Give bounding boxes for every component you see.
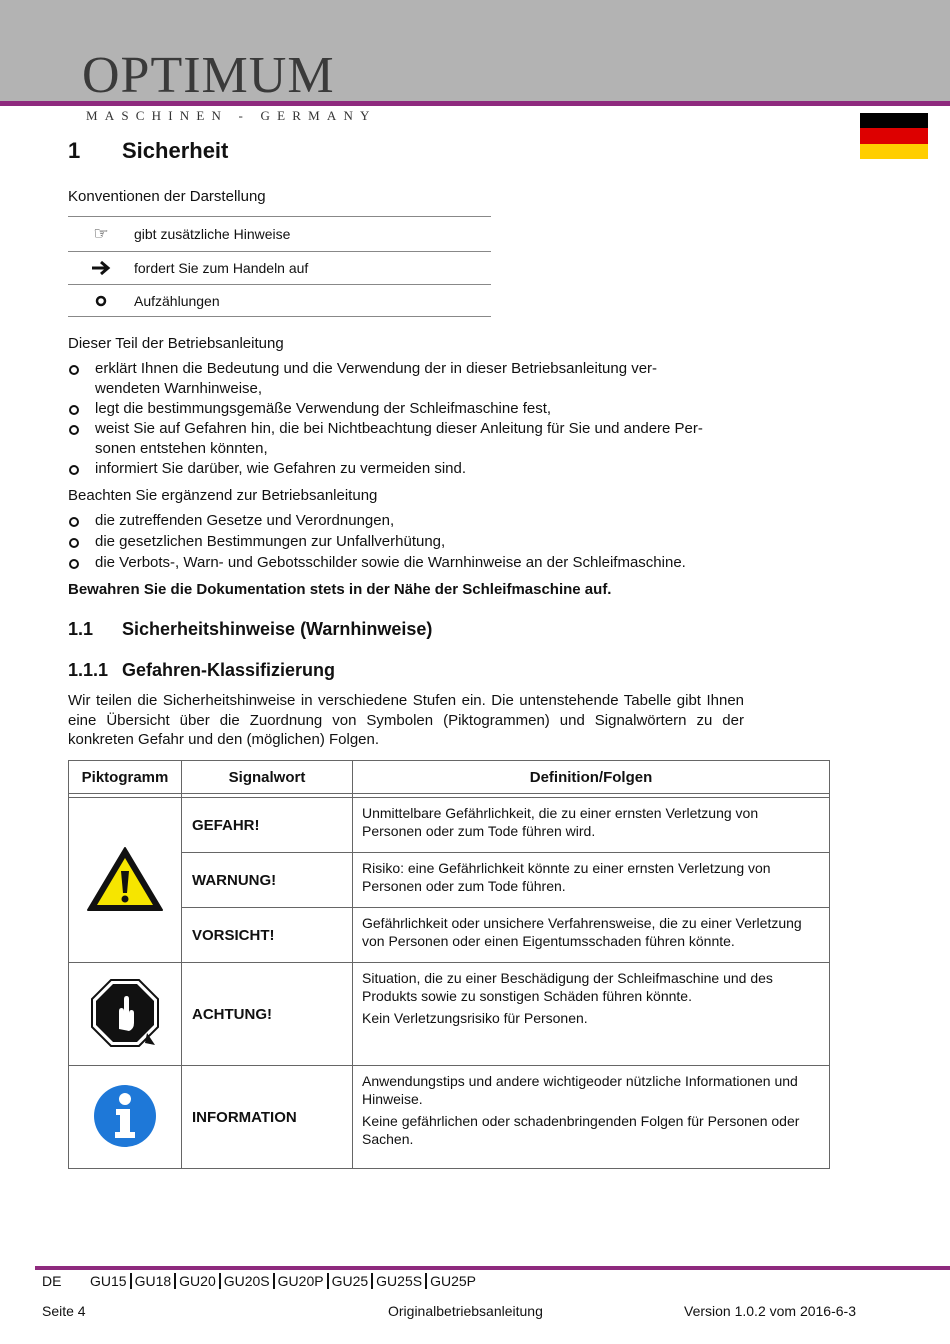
- model-label: GU15: [90, 1273, 127, 1289]
- conventions-row: ☞ gibt zusätzliche Hinweise: [68, 217, 491, 252]
- model-label: GU18: [130, 1273, 175, 1289]
- arrow-right-icon: [68, 260, 134, 276]
- document-type: Originalbetriebsanleitung: [388, 1303, 543, 1319]
- page-number: Seite 4: [42, 1303, 86, 1319]
- definition-cell: Risiko: eine Gefährlichkeit könnte zu einer ernsten Verletzung von Personen oder zum Tode führen.: [353, 853, 830, 908]
- list-item: die Verbots-, Warn- und Gebotsschilder sowie die Warnhinweise an der Schleifmaschine.: [68, 553, 758, 573]
- german-flag-icon: [860, 113, 928, 159]
- bullet-icon: [69, 538, 79, 548]
- bullet-icon: [68, 295, 134, 307]
- footer-language: DE: [42, 1273, 62, 1289]
- conventions-table: [68, 216, 491, 317]
- column-header: Piktogramm: [69, 761, 182, 794]
- pictogram-cell: [69, 798, 182, 963]
- definition-cell: Unmittelbare Gefährlichkeit, die zu einer ernsten Verletzung von Personen oder zum Tode führen wird.: [353, 798, 830, 853]
- section-title: 1 Sicherheit: [68, 138, 229, 163]
- definition-cell: Anwendungstips und andere wichtigeoder nützliche Informationen und Hinweise. Keine gefährlichen oder schadenbringenden Folgen für Personen oder Sachen.: [353, 1066, 830, 1169]
- signal-word: VORSICHT!: [182, 908, 353, 963]
- pointing-hand-icon: ☞: [93, 224, 109, 243]
- document-version: Version 1.0.2 vom 2016-6-3: [684, 1303, 856, 1319]
- bullet-icon: [69, 425, 79, 435]
- conventions-row: Aufzählungen: [68, 285, 491, 317]
- model-label: GU25: [327, 1273, 372, 1289]
- subsubsection-title: 1.1.1 Gefahren-Klassifizierung: [68, 660, 336, 680]
- signal-word: GEFAHR!: [182, 798, 353, 853]
- signal-word: INFORMATION: [182, 1066, 353, 1169]
- signal-word: ACHTUNG!: [182, 963, 353, 1066]
- footer-divider: [35, 1266, 950, 1270]
- list-item: legt die bestimmungsgemäße Verwendung der Schleifmaschine fest,: [68, 399, 758, 419]
- intro-list: [68, 359, 758, 479]
- table-row: [69, 1066, 830, 1169]
- table-header-row: [69, 761, 830, 794]
- model-label: GU20P: [273, 1273, 327, 1289]
- bullet-icon: [69, 559, 79, 569]
- list-item: informiert Sie darüber, wie Gefahren zu vermeiden sind.: [68, 459, 758, 479]
- supplement-heading: Beachten Sie ergänzend zur Betriebsanleitung: [68, 487, 378, 504]
- signal-word: WARNUNG!: [182, 853, 353, 908]
- column-header: Definition/Folgen: [353, 761, 830, 794]
- table-row: [69, 853, 830, 908]
- bullet-icon: [69, 405, 79, 415]
- model-label: GU20S: [219, 1273, 273, 1289]
- table-row: [69, 798, 830, 853]
- warning-triangle-icon: [86, 845, 164, 913]
- keep-docs-note: Bewahren Sie die Dokumentation stets in der Nähe der Schleifmaschine auf.: [68, 581, 612, 598]
- brand-logo: OPTIMUM: [82, 47, 335, 104]
- subsection-title: 1.1 Sicherheitshinweise (Warnhinweise): [68, 619, 433, 639]
- table-row: [69, 908, 830, 963]
- model-label: GU20: [174, 1273, 219, 1289]
- hazard-classification-table: [68, 760, 830, 1169]
- list-item: weist Sie auf Gefahren hin, die bei Nichtbeachtung dieser Anleitung für Sie und andere Per- sonen entstehen könnten,: [68, 419, 758, 459]
- supplement-list: [68, 511, 758, 573]
- table-row: [69, 963, 830, 1066]
- bullet-icon: [69, 465, 79, 475]
- model-label: GU25S: [371, 1273, 425, 1289]
- conventions-heading: Konventionen der Darstellung: [68, 188, 266, 205]
- pictogram-cell: [69, 1066, 182, 1169]
- pictogram-cell: [69, 963, 182, 1066]
- definition-cell: Gefährlichkeit oder unsichere Verfahrensweise, die zu einer Verletzung von Personen oder einen Eigentumsschaden führen könnte.: [353, 908, 830, 963]
- footer-model-list: [90, 1273, 479, 1289]
- definition-cell: Situation, die zu einer Beschädigung der Schleifmaschine und des Produkts sowie zu sonstigen Schäden führen könnte. Kein Verletzungsrisiko für Personen.: [353, 963, 830, 1066]
- model-label: GU25P: [425, 1273, 479, 1289]
- bullet-icon: [69, 365, 79, 375]
- list-item: die gesetzlichen Bestimmungen zur Unfallverhütung,: [68, 532, 758, 552]
- bullet-icon: [69, 517, 79, 527]
- stop-hand-icon: [89, 977, 161, 1049]
- information-icon: [93, 1084, 157, 1148]
- conventions-row: fordert Sie zum Handeln auf: [68, 252, 491, 285]
- list-item: erklärt Ihnen die Bedeutung und die Verwendung der in dieser Betriebsanleitung ver- wendeten Warnhinweise,: [68, 359, 758, 399]
- intro-heading: Dieser Teil der Betriebsanleitung: [68, 335, 284, 352]
- brand-tagline: MASCHINEN - GERMANY: [86, 108, 377, 123]
- classification-intro: Wir teilen die Sicherheitshinweise in verschiedene Stufen ein. Die untenstehende Tabelle gibt Ihnen eine Übersicht über die Zuordnung von Symbolen (Piktogrammen) und Signalwörtern zu der konkreten Gefahr und den (möglichen) Folgen.: [68, 692, 744, 749]
- list-item: die zutreffenden Gesetze und Verordnungen,: [68, 511, 758, 531]
- column-header: Signalwort: [182, 761, 353, 794]
